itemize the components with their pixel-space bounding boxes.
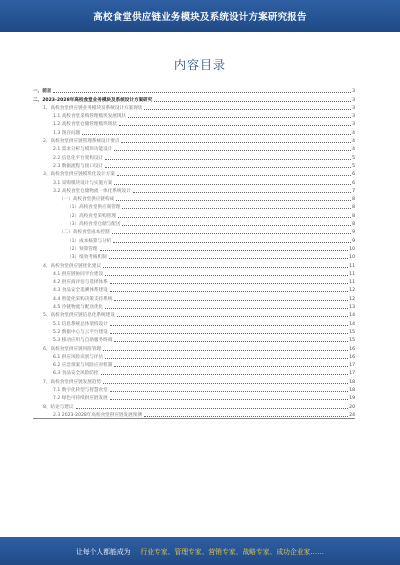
toc-entry[interactable] — [33, 327, 355, 335]
toc-leader-dots — [105, 308, 348, 309]
toc-entry-label: 2.3 数据流程与接口设计 — [53, 163, 104, 169]
toc-entry-page: 9 — [352, 230, 355, 236]
toc-entry[interactable] — [33, 360, 355, 368]
toc-leader-dots — [114, 150, 351, 151]
toc-leader-dots — [144, 109, 351, 110]
toc-leader-dots — [116, 200, 351, 201]
toc-entry-page: 20 — [349, 404, 355, 410]
toc-leader-dots — [105, 167, 351, 168]
toc-entry-page: 5 — [352, 155, 355, 161]
toc-entry[interactable] — [33, 269, 355, 277]
toc-entry-label: 6.3 食品安全风险防控 — [53, 371, 99, 377]
toc-entry-page: 8 — [352, 213, 355, 219]
toc-entry[interactable] — [33, 285, 355, 293]
toc-leader-dots — [110, 325, 348, 326]
toc-entry-page: 12 — [349, 296, 355, 302]
toc-leader-dots — [105, 159, 351, 160]
toc-leader-dots — [121, 142, 351, 143]
toc-leader-dots — [112, 233, 352, 234]
toc-leader-dots — [103, 350, 348, 351]
toc-entry-page: 5 — [352, 163, 355, 169]
toc-entry-label: 4、高校食堂供应链优化建议 — [43, 263, 102, 269]
toc-entry-label: 6、高校食堂供应链风险管理 — [43, 346, 102, 352]
toc-leader-dots — [133, 192, 351, 193]
toc-leader-dots — [122, 208, 351, 209]
toc-entry-page: 8 — [352, 222, 355, 228]
toc-entry-page: 11 — [349, 271, 355, 277]
toc-leader-dots — [154, 101, 351, 102]
toc-entry[interactable] — [33, 177, 355, 185]
toc-entry-page: 11 — [349, 280, 355, 286]
toc-entry-label: 4.1 供应链协同平台建设 — [53, 271, 104, 277]
toc-leader-dots — [114, 184, 351, 185]
toc-entry-page: 15 — [349, 329, 355, 335]
toc-entry-page: 16 — [349, 346, 355, 352]
toc-leader-dots — [113, 242, 351, 243]
toc-leader-dots — [118, 217, 351, 218]
toc-entry[interactable] — [33, 210, 355, 218]
toc-entry-label: 4.4 智能化采购决策支持系统 — [53, 296, 113, 302]
toc-entry-label: 1.3 现存问题 — [53, 130, 81, 136]
footer-banner — [0, 537, 400, 565]
toc-leader-dots — [110, 399, 348, 400]
toc-leader-dots — [76, 408, 349, 409]
toc-entry[interactable] — [33, 227, 355, 235]
toc-leader-dots — [110, 391, 348, 392]
toc-entry[interactable] — [33, 186, 355, 194]
toc-entry-label: 1.2 高校食堂仓储管理模块现状 — [53, 122, 117, 128]
toc-entry-page: 8 — [352, 197, 355, 203]
toc-entry-page: 4 — [352, 139, 355, 145]
toc-entry-label: 3、高校食堂供应链模块化设计方案 — [43, 172, 115, 178]
toc-entry-label: 2.1 需求分析与模块功能设计 — [53, 147, 113, 153]
toc-entry-page: 12 — [349, 288, 355, 294]
toc-entry[interactable] — [33, 252, 355, 260]
report-title: 高校食堂供应链业务模块及系统设计方案研究报告 — [93, 12, 307, 23]
page-title: 内容目录 — [173, 58, 226, 72]
toc-leader-dots — [114, 341, 348, 342]
toc-leader-dots — [105, 358, 348, 359]
toc-entry-page: 7 — [352, 188, 355, 194]
toc-entry[interactable] — [33, 343, 355, 351]
toc-entry-label: （2）预算管理 — [67, 246, 98, 252]
toc-entry-page: 3 — [352, 89, 355, 95]
toc-entry-label: （二）高校食堂成本控制 — [59, 230, 110, 236]
toc-entry-label: 4.2 供应商评估与选择体系 — [53, 280, 108, 286]
toc-entry-page: 18 — [349, 379, 355, 385]
toc-entry[interactable] — [33, 219, 355, 227]
toc-entry-label: 1.1 高校食堂采购管理模块发展现状 — [53, 114, 127, 120]
toc-entry-label: 2、高校食堂供应链管理系统设计要点 — [43, 139, 120, 145]
toc-entry-label: 1、高校食堂供应链业务模块及系统设计方案现状 — [43, 105, 143, 111]
toc-entry[interactable] — [33, 86, 355, 94]
toc-leader-dots — [117, 175, 351, 176]
toc-entry[interactable] — [33, 111, 355, 119]
toc-entry-label: 5、高校食堂供应链信息化系统建设 — [43, 313, 115, 319]
footer-slogan-left: 让每个人都能成为 — [76, 548, 131, 556]
toc-entry[interactable] — [33, 376, 355, 384]
footer-slogan-right: 行业专家、管理专家、营销专家、战略专家、成功企业家…… — [140, 548, 324, 556]
toc-entry-label: 3.2 高校食堂仓储物流一体化系统设计 — [53, 188, 131, 194]
toc-entry-page: 3 — [352, 114, 355, 120]
toc-entry-page: 15 — [349, 338, 355, 344]
table-of-contents — [33, 86, 355, 419]
toc-entry[interactable] — [33, 260, 355, 268]
toc-leader-dots — [144, 416, 348, 417]
toc-entry-label: 5.2 数据中心与云平台建设 — [53, 329, 108, 335]
toc-entry-label: 4.3 食品安全追溯体系建设 — [53, 288, 108, 294]
toc-entry-label: （1）高校食堂供应商管理 — [67, 205, 121, 211]
toc-entry-page: 17 — [349, 363, 355, 369]
toc-entry-page: 14 — [349, 313, 355, 319]
toc-entry[interactable] — [33, 318, 355, 326]
toc-entry-label: （2）高校食堂采购管理 — [67, 213, 116, 219]
toc-entry-label: 7、高校食堂供应链发展趋势 — [43, 379, 102, 385]
toc-leader-dots — [100, 250, 349, 251]
toc-entry[interactable] — [33, 103, 355, 111]
toc-entry-page: 3 — [352, 122, 355, 128]
toc-entry-page: 9 — [352, 238, 355, 244]
toc-entry-label: 4.5 冷链物流与配送优化 — [53, 305, 104, 311]
toc-leader-dots — [110, 333, 348, 334]
toc-entry[interactable] — [33, 202, 355, 210]
toc-leader-dots — [122, 225, 351, 226]
toc-entry[interactable] — [33, 194, 355, 202]
toc-entry[interactable] — [33, 293, 355, 301]
toc-entry-label: （3）绩效考核机制 — [67, 255, 107, 261]
toc-entry-label: 一、前言 — [33, 89, 52, 95]
toc-entry-page: 13 — [349, 305, 355, 311]
toc-leader-dots — [110, 291, 348, 292]
toc-entry-page: 14 — [349, 321, 355, 327]
toc-entry-page: 16 — [349, 354, 355, 360]
toc-entry[interactable] — [33, 410, 355, 419]
toc-leader-dots — [109, 258, 348, 259]
header-banner — [0, 0, 400, 32]
toc-entry-page: 6 — [352, 180, 355, 186]
toc-entry-page: 6 — [352, 172, 355, 178]
toc-leader-dots — [110, 283, 348, 284]
toc-entry[interactable] — [33, 152, 355, 160]
toc-entry-label: 6.2 应急预案与风险应对机制 — [53, 363, 113, 369]
toc-entry-label: 5.1 信息系统总体架构设计 — [53, 321, 108, 327]
toc-entry-page: 4 — [352, 147, 355, 153]
toc-entry-label: 2.2 信息化平台架构设计 — [53, 155, 104, 161]
toc-entry[interactable] — [33, 368, 355, 376]
toc-entry[interactable] — [33, 94, 355, 102]
toc-entry[interactable] — [33, 302, 355, 310]
toc-entry[interactable] — [33, 144, 355, 152]
toc-entry-page: 11 — [349, 263, 355, 269]
toc-leader-dots — [117, 316, 348, 317]
toc-leader-dots — [114, 366, 348, 367]
toc-entry-label: （3）高校食堂仓储与配送 — [67, 222, 121, 228]
toc-entry[interactable] — [33, 244, 355, 252]
toc-entry-page: 18 — [349, 387, 355, 393]
toc-entry-page: 3 — [352, 105, 355, 111]
toc-entry-label: （一）高校食堂供应链构成 — [59, 197, 115, 203]
toc-entry[interactable] — [33, 401, 355, 409]
toc-entry-label: 8、结论与建议 — [43, 404, 74, 410]
toc-entry-page: 10 — [349, 246, 355, 252]
toc-entry[interactable] — [33, 136, 355, 144]
toc-entry-page: 4 — [352, 130, 355, 136]
toc-entry[interactable] — [33, 235, 355, 243]
toc-entry[interactable] — [33, 335, 355, 343]
toc-entry[interactable] — [33, 119, 355, 127]
toc-leader-dots — [114, 300, 348, 301]
toc-leader-dots — [128, 117, 351, 118]
toc-entry[interactable] — [33, 393, 355, 401]
toc-entry-label: 2.3 2023-2028年高校食堂供应链发展预测 — [53, 412, 142, 418]
toc-entry-label: 7.2 绿色可持续供应链发展 — [53, 396, 108, 402]
toc-entry[interactable] — [33, 277, 355, 285]
toc-leader-dots — [53, 92, 351, 93]
toc-entry[interactable] — [33, 169, 355, 177]
toc-entry-page: 3 — [352, 97, 355, 103]
toc-leader-dots — [101, 374, 349, 375]
toc-entry[interactable] — [33, 127, 355, 135]
toc-leader-dots — [82, 134, 351, 135]
toc-entry[interactable] — [33, 385, 355, 393]
toc-entry-label: 7.1 数字化转型与智慧食堂 — [53, 387, 108, 393]
toc-entry-label: 5.3 移动应用与自助服务终端 — [53, 338, 113, 344]
toc-entry-label: （1）成本核算与分析 — [67, 238, 112, 244]
toc-entry[interactable] — [33, 161, 355, 169]
toc-leader-dots — [105, 275, 348, 276]
toc-entry-label: 3.1 采购模块设计与实施方案 — [53, 180, 113, 186]
toc-entry-page: 24 — [349, 412, 355, 418]
toc-entry-page: 17 — [349, 371, 355, 377]
toc-entry-page: 8 — [352, 205, 355, 211]
toc-entry[interactable] — [33, 310, 355, 318]
toc-entry-page: 10 — [349, 255, 355, 261]
toc-entry-label: 二、2023-2028年高校食堂业务模块及系统设计方案研究 — [33, 97, 153, 103]
toc-leader-dots — [119, 125, 351, 126]
toc-leader-dots — [103, 267, 348, 268]
toc-entry[interactable] — [33, 352, 355, 360]
toc-entry-page: 19 — [349, 396, 355, 402]
toc-entry-label: 6.1 供应风险识别与评估 — [53, 354, 104, 360]
toc-leader-dots — [103, 383, 348, 384]
